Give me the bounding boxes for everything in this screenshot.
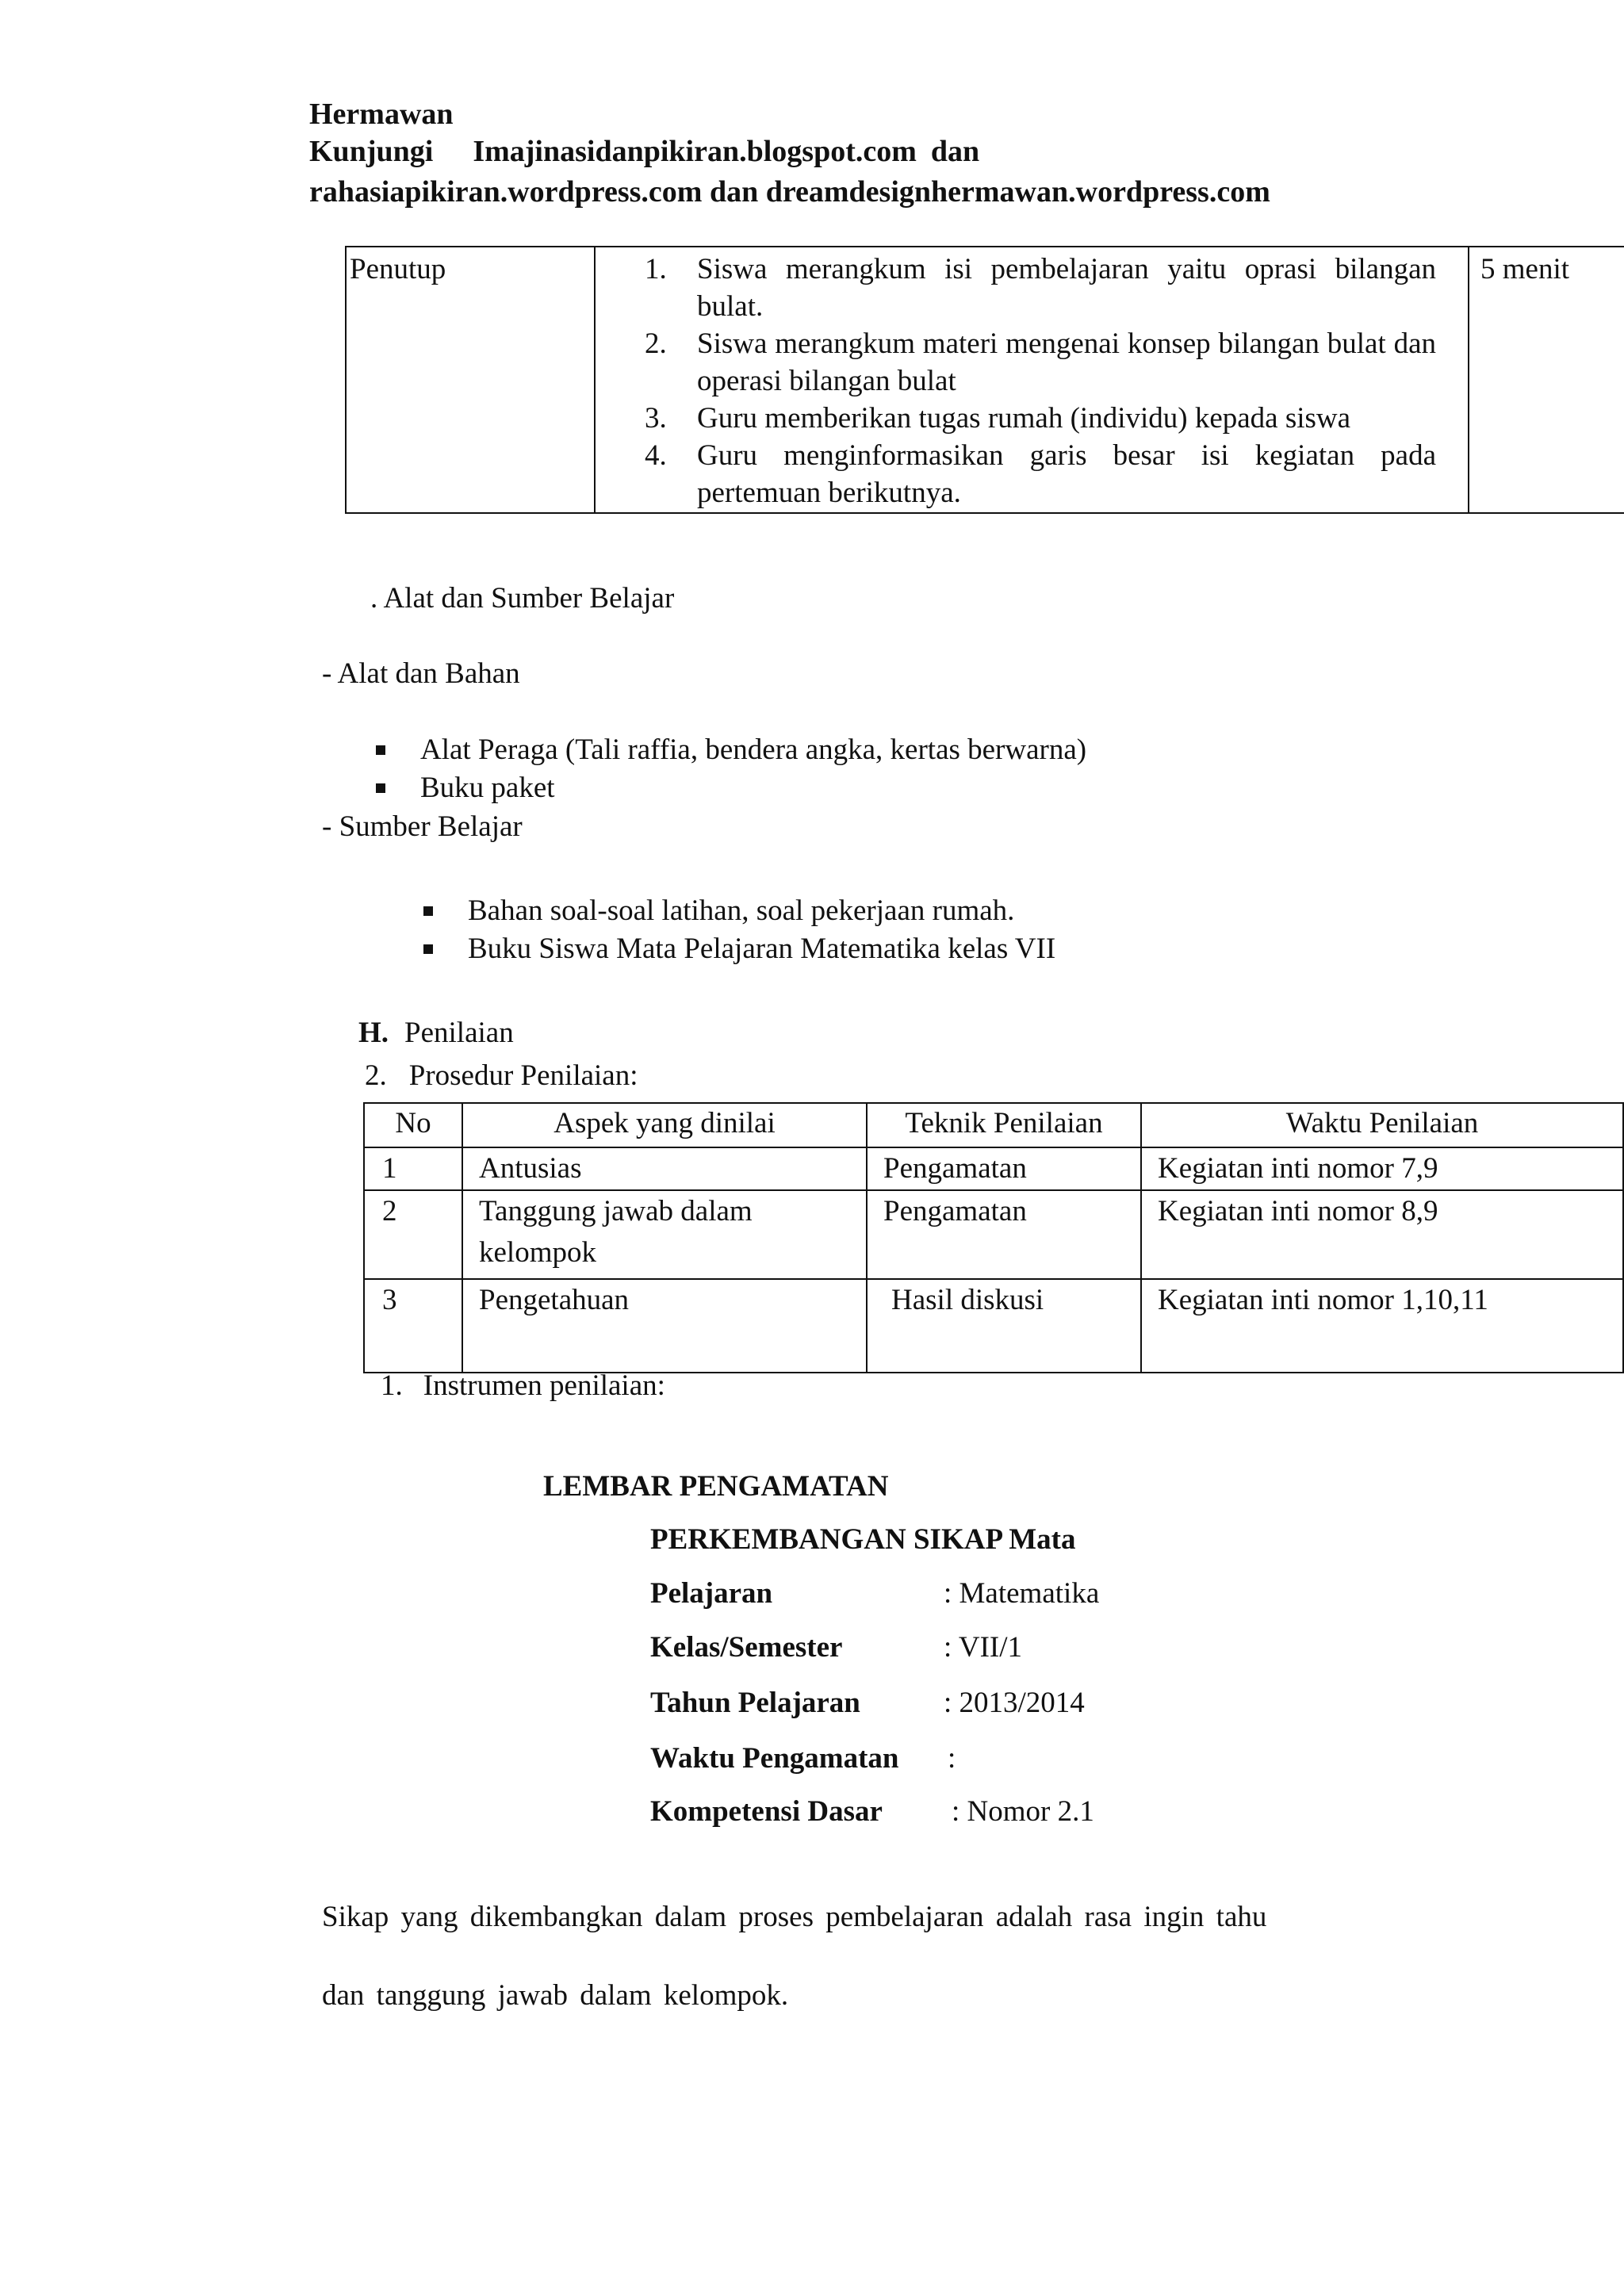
table-cell: Hasil diskusi [867, 1279, 1141, 1373]
square-bullet-icon [376, 783, 385, 793]
prosedur-title: Prosedur Penilaian: [408, 1059, 638, 1092]
table-cell: Tanggung jawab dalam kelompok [462, 1190, 867, 1279]
step-number: 3. [645, 402, 667, 435]
info-value: : 2013/2014 [944, 1687, 1085, 1719]
step-number: 1. [645, 253, 667, 285]
prosedur-heading [365, 1060, 638, 1093]
prosedur-number: 2. [365, 1059, 387, 1092]
step-number: 4. [645, 439, 667, 472]
penutup-activity-table [345, 246, 1624, 514]
info-label: Tahun Pelajaran [650, 1687, 860, 1719]
table-cell: Antusias [462, 1147, 867, 1190]
alat-bahan-list [373, 731, 1086, 807]
list-item-text: Alat Peraga (Tali raffia, bendera angka, kertas berwarna) [420, 733, 1087, 766]
list-item-text: Buku paket [420, 772, 555, 804]
info-value: : Matematika [944, 1577, 1100, 1610]
list-item [373, 731, 1086, 769]
alat-sumber-heading: . Alat dan Sumber Belajar [370, 582, 675, 615]
info-label: Waktu Pengamatan [650, 1742, 899, 1775]
list-item [596, 251, 1468, 325]
table-row [364, 1279, 1623, 1373]
table-cell: 3 [364, 1279, 462, 1373]
list-item [373, 769, 1086, 807]
table-cell: Pengetahuan [462, 1279, 867, 1373]
table-header-row [364, 1103, 1623, 1147]
table-cell: 1 [364, 1147, 462, 1190]
section-title: Penilaian [404, 1017, 514, 1049]
instrumen-heading [381, 1370, 665, 1403]
square-bullet-icon [376, 745, 385, 755]
table-cell: Kegiatan inti nomor 1,10,11 [1141, 1279, 1623, 1373]
table-cell: Pengamatan [867, 1190, 1141, 1279]
steps-list [596, 251, 1468, 511]
paragraph-line: Sikap yang dikembangkan dalam proses pembelajaran adalah rasa ingin tahu [322, 1901, 1267, 1933]
column-header: Aspek yang dinilai [462, 1103, 867, 1147]
author-name: Hermawan [309, 98, 454, 131]
table-cell: 2 [364, 1190, 462, 1279]
visit-label: Kunjungi [309, 135, 434, 168]
list-item [420, 930, 1055, 968]
time-cell: 5 menit [1469, 247, 1624, 513]
info-value: : Nomor 2.1 [952, 1795, 1094, 1828]
paragraph-line: dan tanggung jawab dalam kelompok. [322, 1979, 789, 2012]
table-row [346, 247, 1624, 513]
square-bullet-icon [423, 944, 433, 954]
column-header: No [364, 1103, 462, 1147]
info-value: : [948, 1742, 956, 1775]
list-item [596, 400, 1468, 437]
step-text: Siswa merangkum isi pembelajaran yaitu oprasi bilangan bulat. [697, 253, 1436, 323]
table-cell: Kegiatan inti nomor 8,9 [1141, 1190, 1623, 1279]
instrumen-title: Instrumen penilaian: [423, 1369, 665, 1402]
list-item-text: Buku Siswa Mata Pelajaran Matematika kelas VII [468, 933, 1056, 965]
blog-link[interactable]: Imajinasidanpikiran.blogspot.com [473, 135, 917, 168]
column-header: Teknik Penilaian [867, 1103, 1141, 1147]
instrumen-number: 1. [381, 1369, 403, 1402]
step-number: 2. [645, 327, 667, 360]
list-item [596, 325, 1468, 400]
table-cell: Pengamatan [867, 1147, 1141, 1190]
info-label: Pelajaran [650, 1577, 773, 1610]
sumber-belajar-list [420, 892, 1055, 968]
table-row [364, 1190, 1623, 1279]
steps-cell [595, 247, 1469, 513]
info-label: Kelas/Semester [650, 1631, 843, 1664]
list-item [596, 437, 1468, 511]
and-word: dan [930, 135, 980, 168]
column-header: Waktu Penilaian [1141, 1103, 1623, 1147]
alat-bahan-heading: - Alat dan Bahan [322, 657, 520, 690]
table-row [364, 1147, 1623, 1190]
square-bullet-icon [423, 906, 433, 916]
lembar-subtitle: PERKEMBANGAN SIKAP Mata [650, 1523, 1076, 1556]
step-text: Guru memberikan tugas rumah (individu) kepada siswa [697, 402, 1351, 435]
visit-line [309, 136, 979, 169]
websites-line: rahasiapikiran.wordpress.com dan dreamdesignhermawan.wordpress.com [309, 175, 1270, 209]
penilaian-heading [358, 1017, 514, 1050]
section-letter: H. [358, 1017, 389, 1049]
table-cell: Kegiatan inti nomor 7,9 [1141, 1147, 1623, 1190]
step-text: Siswa merangkum materi mengenai konsep bilangan bulat dan operasi bilangan bulat [697, 327, 1436, 397]
list-item [420, 892, 1055, 930]
list-item-text: Bahan soal-soal latihan, soal pekerjaan rumah. [468, 894, 1015, 927]
step-text: Guru menginformasikan garis besar isi kegiatan pada pertemuan berikutnya. [697, 439, 1436, 509]
prosedur-penilaian-table [363, 1102, 1624, 1373]
sumber-belajar-heading: - Sumber Belajar [322, 810, 523, 843]
phase-cell: Penutup [346, 247, 595, 513]
lembar-title: LEMBAR PENGAMATAN [543, 1470, 889, 1503]
info-label: Kompetensi Dasar [650, 1795, 883, 1828]
info-value: : VII/1 [944, 1631, 1023, 1664]
